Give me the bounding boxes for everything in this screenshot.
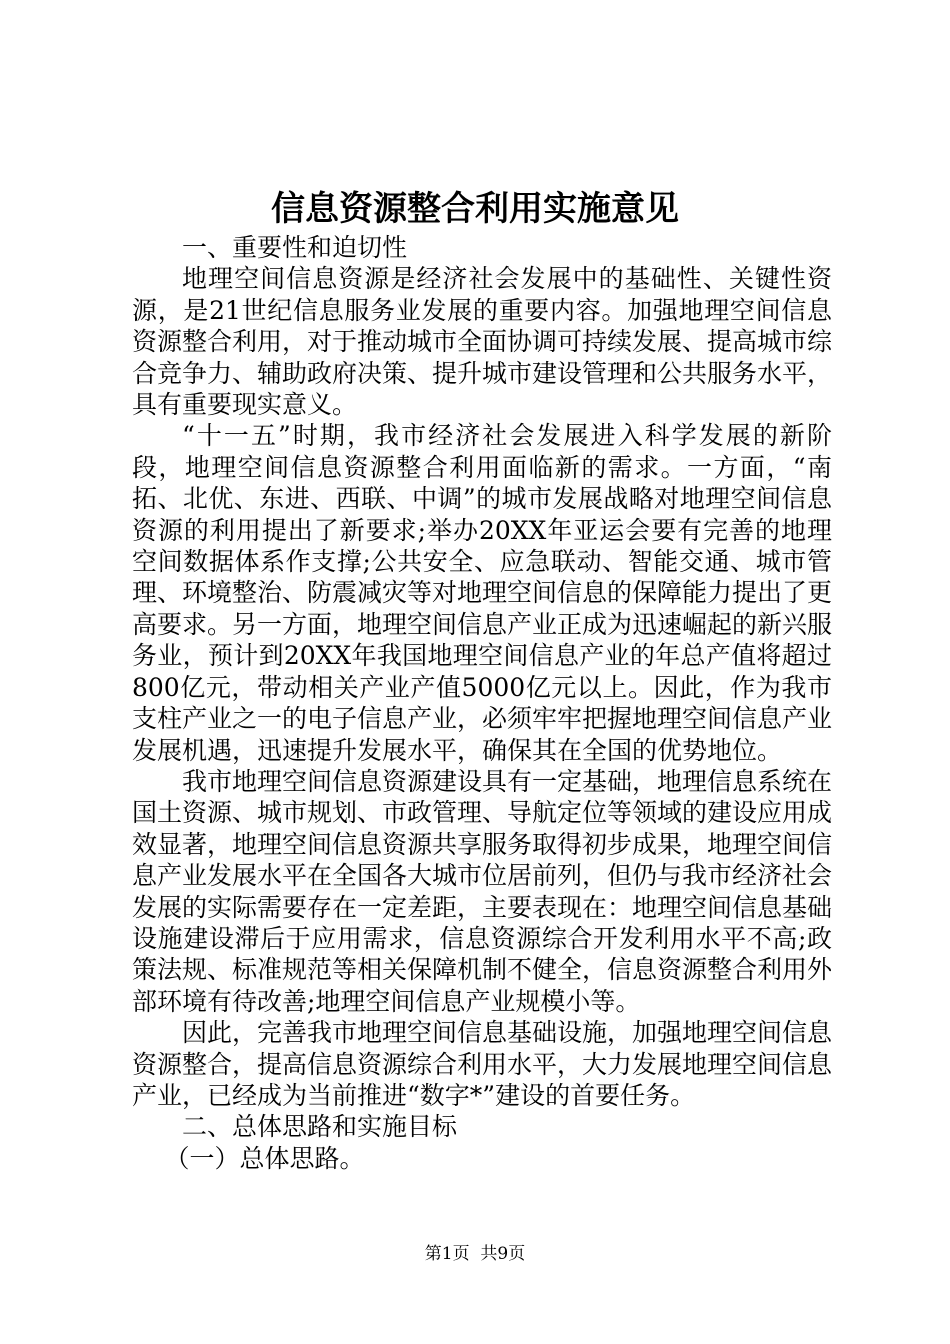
paragraph-current-foundation: 我市地理空间信息资源建设具有一定基础，地理信息系统在国土资源、城市规划、市政管理、导航定位等领域的建设应用成效显著，地理空间信息资源共享服务取得初步成果，地理空间信息产业发展水平在全国各大城市位居前列，但仍与我市经济社会发展的实际需要存在一定差距，主要表现在：地理空间信息基础设施建设滞后于应用需求，信息资源综合开发利用水平不高;政策法规、标准规范等相关保障机制不健全，信息资源整合利用外部环境有待改善;地理空间信息产业规模小等。 bbox=[132, 766, 833, 1016]
subsection-heading-overall-thinking: （一）总体思路。 bbox=[164, 1143, 365, 1173]
section-heading-overall-approach: 二、总体思路和实施目标 bbox=[182, 1112, 458, 1142]
paragraph-geospatial-resources: 地理空间信息资源是经济社会发展中的基础性、关键性资源，是21世纪信息服务业发展的重要内容。加强地理空间信息资源整合利用，对于推动城市全面协调可持续发展、提高城市综合竞争力、辅助政府决策、提升城市建设管理和公共服务水平，具有重要现实意义。 bbox=[132, 264, 833, 420]
paragraph-eleventh-five-year: “十一五”时期，我市经济社会发展进入科学发展的新阶段，地理空间信息资源整合利用面临新的需求。一方面，“南拓、北优、东进、西联、中调”的城市发展战略对地理空间信息资源的利用提出了新要求;举办20XX年亚运会要有完善的地理空间数据体系作支撑;公共安全、应急联动、智能交通、城市管理、环境整治、防震减灾等对地理空间信息的保障能力提出了更高要求。另一方面，地理空间信息产业正成为迅速崛起的新兴服务业，预计到20XX年我国地理空间信息产业的年总产值将超过800亿元，带动相关产业产值5000亿元以上。因此，作为我市支柱产业之一的电子信息产业，必须牢牢把握地理空间信息产业发展机遇，迅速提升发展水平，确保其在全国的优势地位。 bbox=[132, 421, 833, 765]
page-title: 信息资源整合利用实施意见 bbox=[271, 189, 679, 229]
document-body bbox=[132, 232, 832, 1174]
page-number-footer: 第1页 共9页 bbox=[424, 1244, 526, 1264]
section-heading-importance: 一、重要性和迫切性 bbox=[182, 233, 408, 262]
paragraph-therefore: 因此，完善我市地理空间信息基础设施，加强地理空间信息资源整合，提高信息资源综合利用水平，大力发展地理空间信息产业，已经成为当前推进“数字*”建设的首要任务。 bbox=[132, 1018, 833, 1110]
